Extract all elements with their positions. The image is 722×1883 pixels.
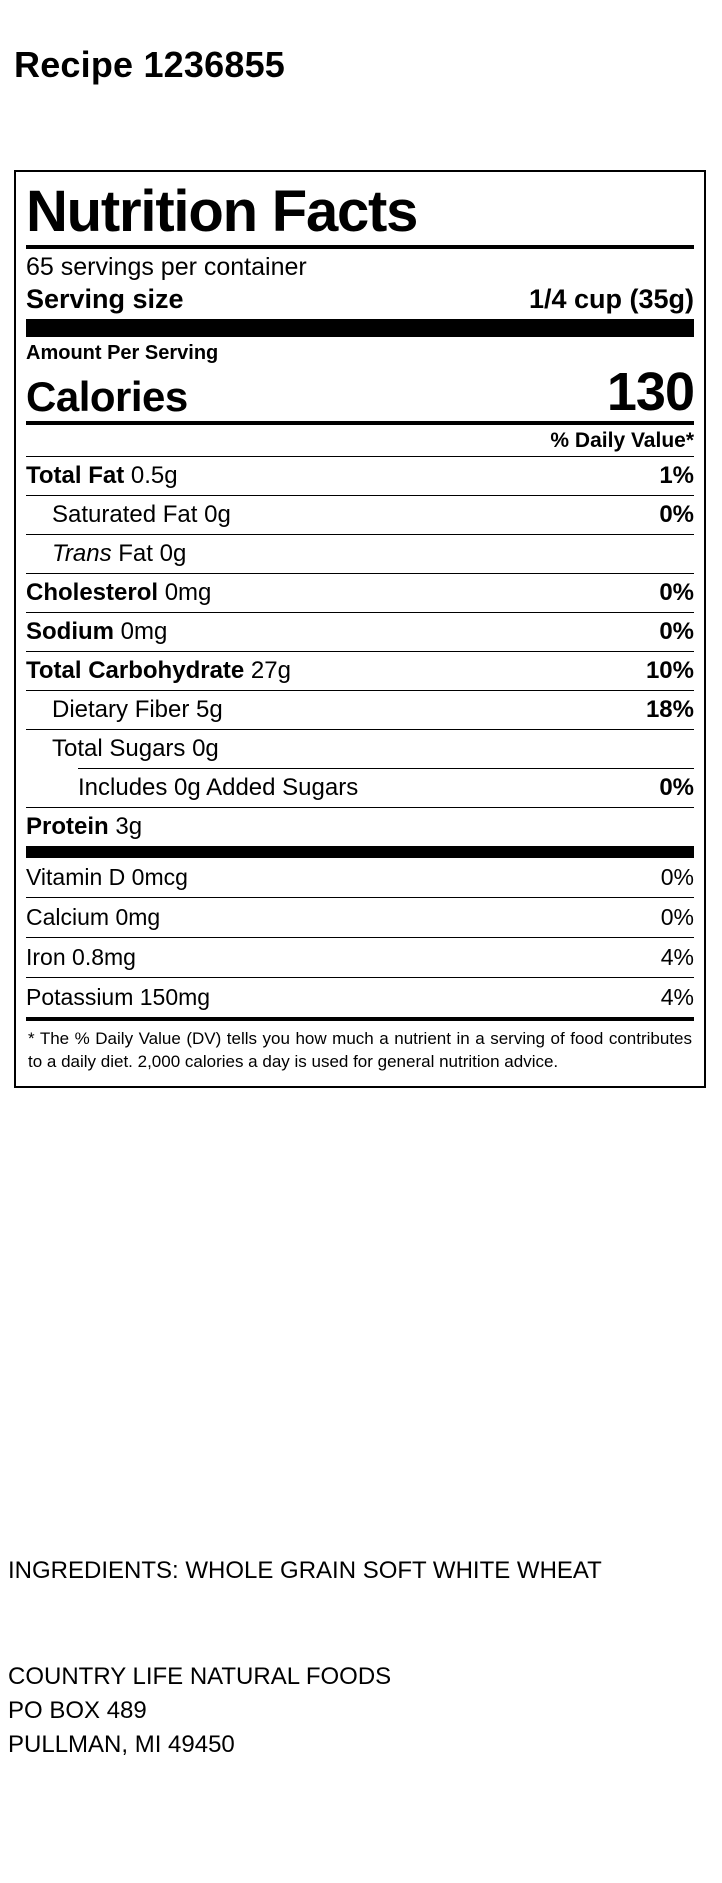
vitamin-row <box>26 858 694 897</box>
vitamin-dv: 0% <box>660 863 694 890</box>
nutrient-row <box>26 730 694 768</box>
daily-value-footnote: * The % Daily Value (DV) tells you how much a nutrient in a serving of food contributes to a daily diet. 2,000 calories a day is used for general nutrition advice. <box>28 1028 692 1071</box>
nutrient-row <box>26 535 694 573</box>
nutrient-name: Protein <box>26 812 109 840</box>
divider-thick-top <box>26 319 694 337</box>
nutrient-dv: 1% <box>659 461 694 489</box>
nutrient-dv: 18% <box>645 695 694 723</box>
nutrient-row <box>26 613 694 651</box>
vitamin-row <box>26 978 694 1017</box>
nutrient-amount: 0g <box>204 500 231 528</box>
vitamin-row <box>26 898 694 937</box>
vitamin-dv: 4% <box>660 983 694 1010</box>
company-city-state-zip: PULLMAN, MI 49450 <box>8 1731 235 1759</box>
nutrient-row <box>26 496 694 534</box>
nutrient-amount: 3g <box>115 812 143 840</box>
nutrient-amount: 5g <box>196 695 223 723</box>
nutrient-dv: 0% <box>659 617 694 645</box>
nutrient-amount: 0.5g <box>130 461 178 489</box>
nutrient-name: Includes 0g Added Sugars <box>78 773 359 801</box>
vitamin-dv: 0% <box>660 903 694 930</box>
nutrient-row <box>26 652 694 690</box>
company-name: COUNTRY LIFE NATURAL FOODS <box>8 1663 392 1690</box>
ingredients-text: INGREDIENTS: WHOLE GRAIN SOFT WHITE WHEAT <box>8 1557 602 1584</box>
nutrient-dv: 0% <box>659 773 694 801</box>
nutrient-name: Sodium <box>26 617 114 645</box>
servings-per-container: 65 servings per container <box>26 253 307 282</box>
page-title: Recipe 1236855 <box>14 44 286 85</box>
nutrient-amount: Fat 0g <box>118 539 187 567</box>
calories-label: Calories <box>26 372 188 420</box>
vitamin-row <box>26 938 694 977</box>
nutrient-dv: 10% <box>645 656 694 684</box>
nutrient-row <box>26 457 694 495</box>
nutrient-name: Total Sugars <box>52 734 186 762</box>
nutrient-name: Dietary Fiber <box>52 695 190 723</box>
amount-per-serving-label: Amount Per Serving <box>26 341 219 364</box>
nutrient-name: Total Fat <box>26 461 125 489</box>
calories-row <box>26 361 694 422</box>
company-address <box>8 1660 708 1762</box>
nutrient-amount: 27g <box>250 656 291 684</box>
nutrient-dv: 0% <box>659 500 694 528</box>
serving-size-row <box>26 283 694 319</box>
daily-value-header: % Daily Value* <box>550 428 694 452</box>
nutrient-name: Total Carbohydrate <box>26 656 245 684</box>
vitamin-name: Vitamin D 0mcg <box>26 863 188 890</box>
serving-size-label: Serving size <box>26 283 184 314</box>
nutrition-facts-panel <box>14 170 706 1088</box>
nutrient-row <box>26 769 694 807</box>
nutrient-row <box>26 574 694 612</box>
vitamin-name: Potassium 150mg <box>26 983 211 1010</box>
serving-size-value: 1/4 cup (35g) <box>528 283 694 314</box>
nutrient-name: Trans <box>52 539 112 567</box>
nutrient-row <box>26 691 694 729</box>
nutrient-dv: 0% <box>659 578 694 606</box>
calories-value: 130 <box>606 361 694 422</box>
vitamin-name: Calcium 0mg <box>26 903 161 930</box>
nutrient-amount: 0mg <box>164 578 212 606</box>
vitamin-name: Iron 0.8mg <box>26 943 136 970</box>
nutrient-name: Saturated Fat <box>52 500 198 528</box>
nutrient-amount: 0mg <box>120 617 168 645</box>
nutrient-amount: 0g <box>192 734 219 762</box>
nutrition-facts-title: Nutrition Facts <box>26 179 418 244</box>
vitamin-dv: 4% <box>660 943 694 970</box>
nutrient-name: Cholesterol <box>26 578 159 606</box>
divider-thick-vitamins <box>26 846 694 858</box>
company-po-box: PO BOX 489 <box>8 1697 147 1725</box>
nutrient-row <box>26 808 694 846</box>
